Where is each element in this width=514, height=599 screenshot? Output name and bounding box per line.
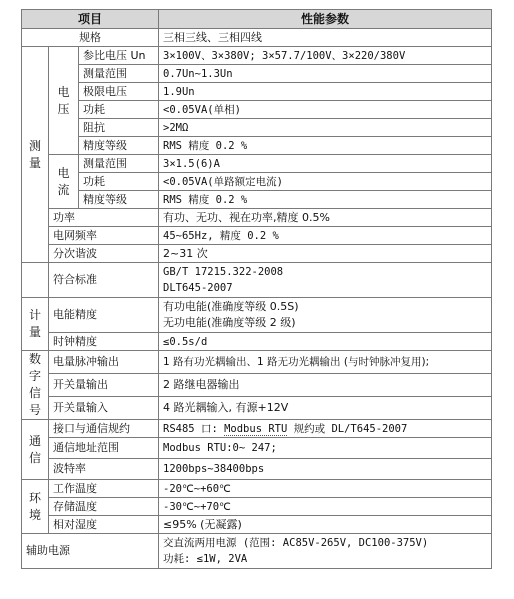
row-label: 波特率 <box>49 459 159 480</box>
row-label: 精度等级 <box>79 137 159 155</box>
row-label: 接口与通信规约 <box>49 420 159 438</box>
standard-line-1: GB/T 17215.322-2008 <box>163 266 284 278</box>
spec-value: 三相三线、三相四线 <box>159 29 492 47</box>
group-metering: 计量 <box>22 298 49 351</box>
row-label: 辅助电源 <box>22 534 159 569</box>
row-value: <0.05VA(单路额定电流) <box>159 173 492 191</box>
row-label: 测量范围 <box>79 155 159 173</box>
table-row <box>22 119 492 137</box>
group-measurement: 测量 <box>22 47 49 263</box>
row-value <box>159 298 492 333</box>
spec-row <box>22 29 492 47</box>
group-voltage: 电压 <box>49 47 79 155</box>
row-value: 2 路继电器输出 <box>159 374 492 397</box>
table-row <box>22 374 492 397</box>
table-row <box>22 83 492 101</box>
row-label: 分次谐波 <box>49 245 159 263</box>
group-communication: 通信 <box>22 420 49 480</box>
table-row <box>22 351 492 374</box>
table-row <box>22 438 492 459</box>
row-label: 参比电压 Un <box>79 47 159 65</box>
table-row <box>22 420 492 438</box>
header-row <box>22 10 492 29</box>
row-label: 开关量输入 <box>49 397 159 420</box>
table-row <box>22 480 492 498</box>
row-value <box>159 534 492 569</box>
table-row <box>22 333 492 351</box>
table-row <box>22 227 492 245</box>
row-value <box>159 263 492 298</box>
table-row <box>22 263 492 298</box>
table-row <box>22 173 492 191</box>
row-label: 电网频率 <box>49 227 159 245</box>
header-item: 项目 <box>22 10 159 29</box>
spec-table <box>21 9 492 569</box>
row-label: 阻抗 <box>79 119 159 137</box>
table-row <box>22 298 492 333</box>
row-label: 功耗 <box>79 173 159 191</box>
table-row <box>22 516 492 534</box>
empty-cell <box>22 263 49 298</box>
group-digital: 数字信号 <box>22 351 49 420</box>
row-value: RMS 精度 0.2 % <box>159 137 492 155</box>
table-row <box>22 65 492 83</box>
table-row <box>22 397 492 420</box>
table-row <box>22 245 492 263</box>
group-current: 电流 <box>49 155 79 209</box>
row-label: 精度等级 <box>79 191 159 209</box>
row-label: 存储温度 <box>49 498 159 516</box>
row-value: Modbus RTU:0~ 247; <box>159 438 492 459</box>
table-row <box>22 498 492 516</box>
row-label: 功率 <box>49 209 159 227</box>
row-label: 通信地址范围 <box>49 438 159 459</box>
row-label: 功耗 <box>79 101 159 119</box>
table-row <box>22 101 492 119</box>
row-value: 0.7Un~1.3Un <box>159 65 492 83</box>
row-value: -30℃~+70℃ <box>159 498 492 516</box>
row-label: 开关量输出 <box>49 374 159 397</box>
row-value: 45~65Hz, 精度 0.2 % <box>159 227 492 245</box>
row-value: >2MΩ <box>159 119 492 137</box>
table-row <box>22 155 492 173</box>
power-line-2: 功耗: ≤1W, 2VA <box>163 553 248 565</box>
row-label: 电能精度 <box>49 298 159 333</box>
row-label: 极限电压 <box>79 83 159 101</box>
row-label: 时钟精度 <box>49 333 159 351</box>
header-performance: 性能参数 <box>159 10 492 29</box>
energy-line-1: 有功电能(准确度等级 0.5S) <box>163 300 299 313</box>
row-value: 1.9Un <box>159 83 492 101</box>
row-value: ≤95% (无凝露) <box>159 516 492 534</box>
row-value: 3×1.5(6)A <box>159 155 492 173</box>
group-environment: 环境 <box>22 480 49 534</box>
row-label: 符合标准 <box>49 263 159 298</box>
standard-line-2: DLT645-2007 <box>163 282 233 294</box>
row-value: RS485 口: Modbus RTU 规约或 DL/T645-2007 <box>159 420 492 438</box>
row-label: 电量脉冲输出 <box>49 351 159 374</box>
protocol-underlined: Modbus RTU <box>224 422 288 435</box>
row-value: 2~31 次 <box>159 245 492 263</box>
row-label: 工作温度 <box>49 480 159 498</box>
table-row <box>22 137 492 155</box>
table-row <box>22 191 492 209</box>
table-row <box>22 459 492 480</box>
power-line-1: 交直流两用电源 (范围: AC85V-265V, DC100-375V) <box>163 537 429 549</box>
table-row <box>22 534 492 569</box>
row-value: 有功、无功、视在功率,精度 0.5% <box>159 209 492 227</box>
row-value: ≤0.5s/d <box>159 333 492 351</box>
table-row <box>22 209 492 227</box>
row-value: 3×100V、3×380V; 3×57.7/100V、3×220/380V <box>159 47 492 65</box>
row-value: 1200bps~38400bps <box>159 459 492 480</box>
row-value: -20℃~+60℃ <box>159 480 492 498</box>
energy-line-2: 无功电能(准确度等级 2 级) <box>163 316 296 329</box>
row-label: 测量范围 <box>79 65 159 83</box>
row-value: RMS 精度 0.2 % <box>159 191 492 209</box>
spec-label: 规格 <box>22 29 159 47</box>
row-value: 4 路光耦输入, 有源+12V <box>159 397 492 420</box>
row-value: 1 路有功光耦输出、1 路无功光耦输出 (与时钟脉冲复用); <box>159 351 492 374</box>
row-label: 相对湿度 <box>49 516 159 534</box>
table-row <box>22 47 492 65</box>
row-value: <0.05VA(单相) <box>159 101 492 119</box>
